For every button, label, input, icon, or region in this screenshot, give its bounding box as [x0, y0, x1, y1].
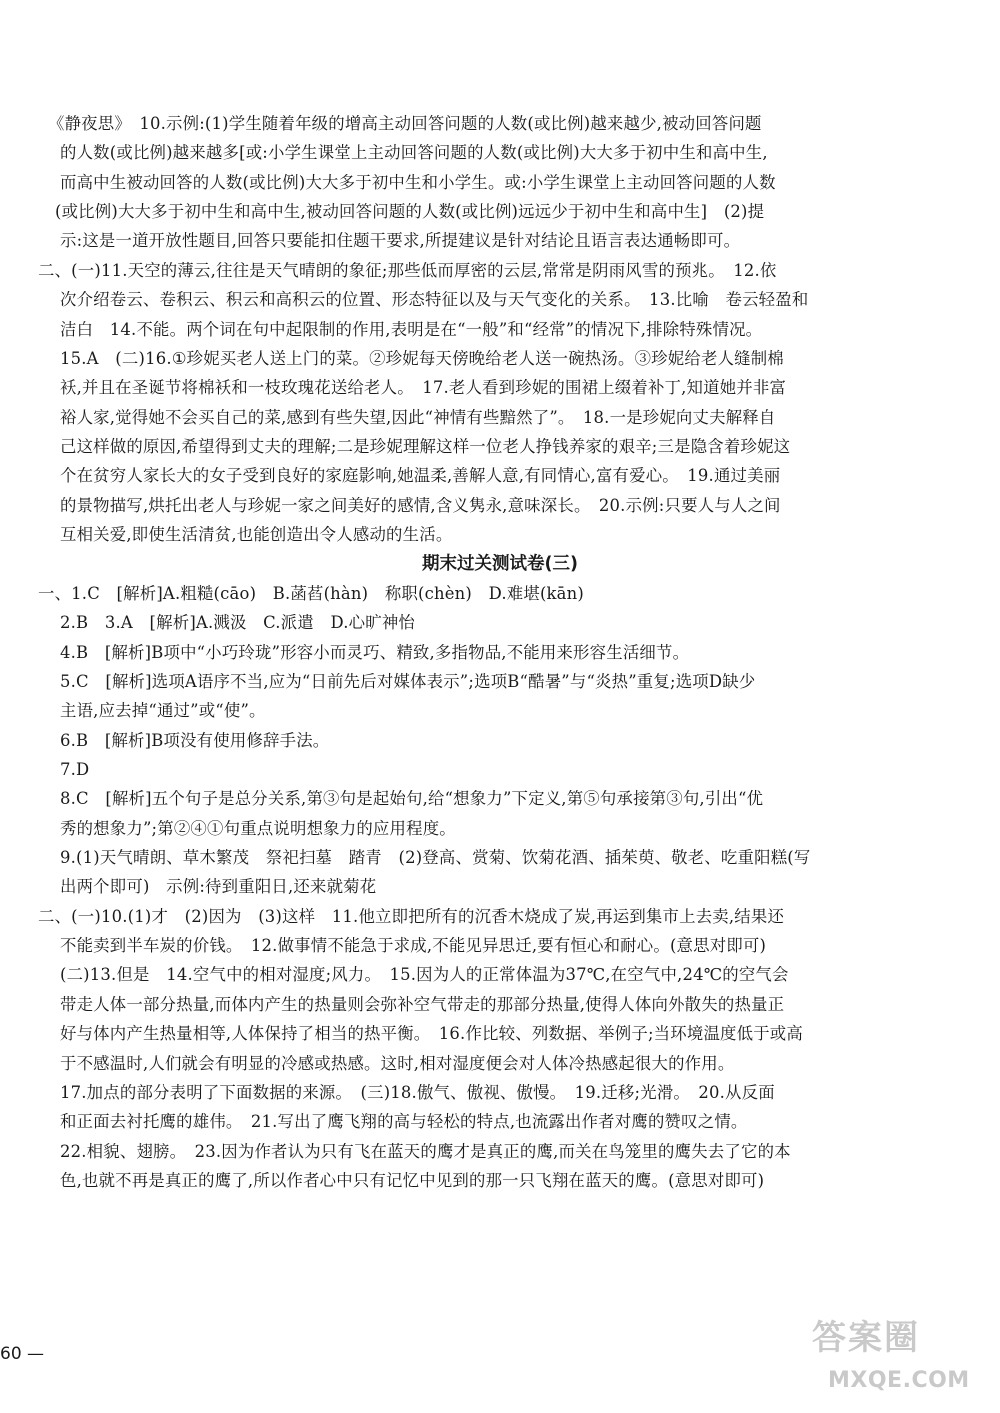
text-line: 于不感温时,人们就会有明显的冷感或热感。这时,相对湿度便会对人体冷热感起很大的作用。: [60, 1054, 735, 1073]
text-line: 出两个即可) 示例:待到重阳日,还来就菊花: [60, 877, 377, 896]
text-line: 色,也就不再是真正的鹰了,所以作者心中只有记忆中见到的那一只飞翔在蓝天的鹰。(意思对即可): [60, 1171, 765, 1190]
text-line: 15.A (二)16.①珍妮买老人送上门的菜。②珍妮每天傍晚给老人送一碗热汤。③珍妮给老人缝制棉: [60, 349, 784, 368]
text-line: 洁白 14.不能。两个词在句中起限制的作用,表明是在“一般”和“经常”的情况下,排除特殊情况。: [60, 320, 763, 339]
text-line: 次介绍卷云、卷积云、积云和高积云的位置、形态特征以及与天气变化的关系。 13.比喻 卷云轻盈和: [60, 290, 809, 309]
text-line: 裕人家,觉得她不会买自己的菜,感到有些失望,因此“神情有些黯然了”。 18.一是珍妮向丈夫解释自: [60, 408, 776, 427]
text-line: 4.B [解析]B项中“小巧玲珑”形容小而灵巧、精致,多指物品,不能用来形容生活细节。: [60, 643, 690, 662]
text-line: 而高中生被动回答的人数(或比例)大大多于初中生和小学生。或:小学生课堂上主动回答问题的人数: [60, 173, 776, 192]
watermark-logo: 答案圈: [812, 1318, 920, 1358]
text-line: 9.(1)天气晴朗、草木繁茂 祭祀扫墓 踏青 (2)登高、赏菊、饮菊花酒、插茱萸、敬老、吃重阳糕(写: [60, 848, 811, 867]
text-line: 的景物描写,烘托出老人与珍妮一家之间美好的感情,含义隽永,意味深长。 20.示例:只要人与人之间: [60, 496, 781, 515]
watermark-url: MXQE.COM: [828, 1368, 970, 1393]
text-line: (二)13.但是 14.空气中的相对湿度;风力。 15.因为人的正常体温为37℃,在空气中,24℃的空气会: [60, 965, 789, 984]
text-line: 不能卖到半车炭的价钱。 12.做事情不能急于求成,不能见异思迁,要有恒心和耐心。(意思对即可): [60, 936, 767, 955]
text-line: 好与体内产生热量相等,人体保持了相当的热平衡。 16.作比较、列数据、举例子;当环境温度低于或高: [60, 1024, 803, 1043]
text-line: 主语,应去掉“通过”或“使”。: [60, 701, 266, 720]
text-line: 的人数(或比例)越来越多[或:小学生课堂上主动回答问题的人数(或比例)大大多于初中生和高中生,: [60, 143, 768, 162]
text-line: 7.D: [60, 760, 90, 779]
text-line: 秀的想象力”;第②④①句重点说明想象力的应用程度。: [60, 819, 456, 838]
text-line: 二、(一)11.天空的薄云,往往是天气晴朗的象征;那些低而厚密的云层,常常是阴雨风雪的预兆。 12.依: [38, 261, 777, 280]
section-title: 期末过关测试卷(三): [422, 554, 578, 574]
text-line: 和正面去衬托鹰的雄伟。 21.写出了鹰飞翔的高与轻松的特点,也流露出作者对鹰的赞叹之情。: [60, 1112, 748, 1131]
text-line: 袄,并且在圣诞节将棉袄和一枝玫瑰花送给老人。 17.老人看到珍妮的围裙上缀着补丁,知道她并非富: [60, 378, 787, 397]
text-line: 带走人体一部分热量,而体内产生的热量则会弥补空气带走的那部分热量,使得人体向外散失的热量正: [60, 995, 785, 1014]
text-line: (或比例)大大多于初中生和高中生,被动回答问题的人数(或比例)远远少于初中生和高中生] (2)提: [55, 202, 765, 221]
text-line: 17.加点的部分表明了下面数据的来源。 (三)18.傲气、傲视、傲慢。 19.迁移;光滑。 20.从反面: [60, 1083, 775, 1102]
text-line: 6.B [解析]B项没有使用修辞手法。: [60, 731, 330, 750]
text-line: 二、(一)10.(1)才 (2)因为 (3)这样 11.他立即把所有的沉香木烧成了炭,再运到集市上去卖,结果还: [38, 907, 785, 926]
text-line: 《静夜思》 10.示例:(1)学生随着年级的增高主动回答问题的人数(或比例)越来越少,被动回答问题: [48, 114, 762, 133]
text-line: 22.相貌、翅膀。 23.因为作者认为只有飞在蓝天的鹰才是真正的鹰,而关在鸟笼里的鹰失去了它的本: [60, 1142, 791, 1161]
text-line: 示:这是一道开放性题目,回答只要能扣住题干要求,所提建议是针对结论且语言表达通畅即可。: [60, 231, 741, 250]
text-line: 个在贫穷人家长大的女子受到良好的家庭影响,她温柔,善解人意,有同情心,富有爱心。 19.通过美丽: [60, 466, 781, 485]
watermark: [800, 1318, 998, 1410]
text-line: 己这样做的原因,希望得到丈夫的理解;二是珍妮理解这样一位老人挣钱养家的艰辛;三是隐含着珍妮这: [60, 437, 791, 456]
text-line: 8.C [解析]五个句子是总分关系,第③句是起始句,给“想象力”下定义,第⑤句承接第③句,引出“优: [60, 789, 764, 808]
text-line: 2.B 3.A [解析]A.溅汲 C.派遣 D.心旷神怡: [60, 613, 415, 632]
text-line: 一、1.C [解析]A.粗糙(cāo) B.菡萏(hàn) 称职(chèn) D.难堪(kān): [38, 584, 584, 603]
text-line: 5.C [解析]选项A语序不当,应为“日前先后对媒体表示”;选项B“酷暑”与“炎热”重复;选项D缺少: [60, 672, 756, 691]
page-number: 60 —: [0, 1344, 45, 1364]
text-line: 互相关爱,即使生活清贫,也能创造出令人感动的生活。: [60, 525, 453, 544]
